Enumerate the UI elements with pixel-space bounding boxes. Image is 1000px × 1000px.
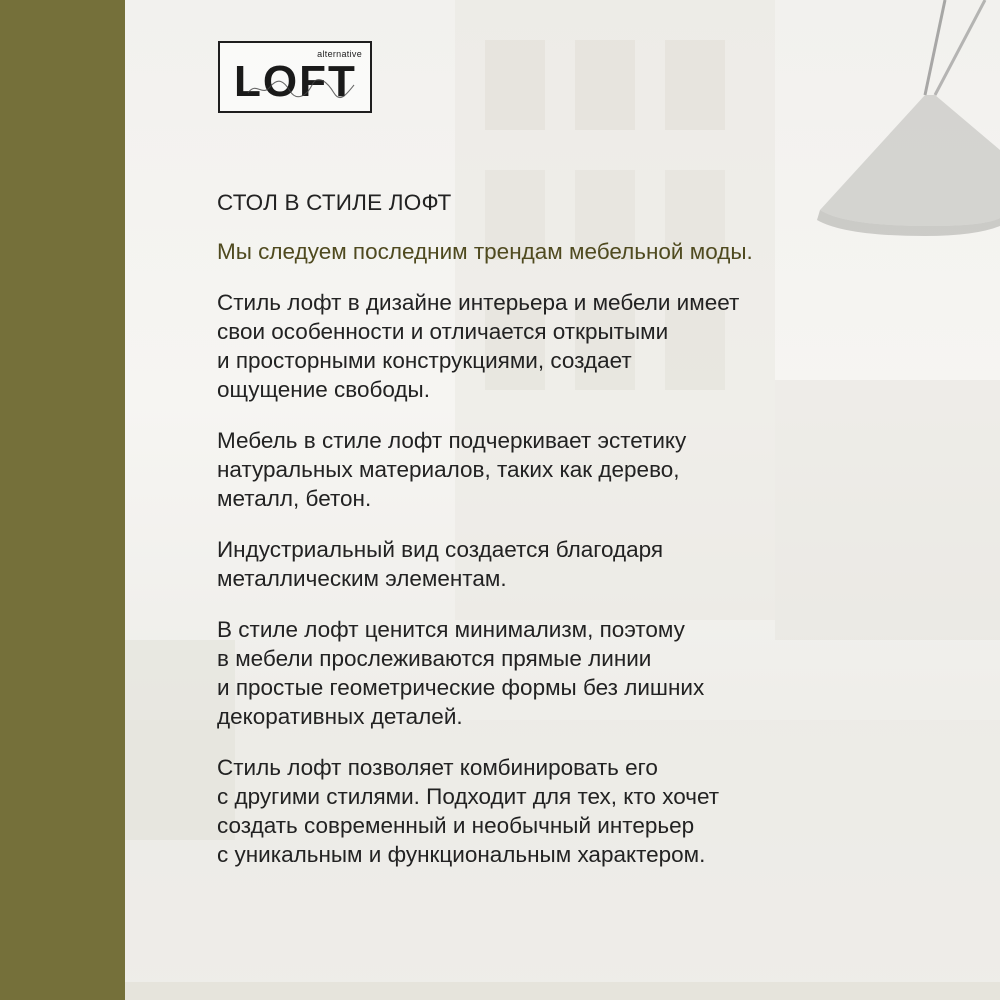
text-line: Стиль лофт в дизайне интерьера и мебели имеет	[217, 290, 740, 315]
paragraph-minimalism	[217, 615, 857, 731]
text-line: и простые геометрические формы без лишних	[217, 675, 705, 700]
logo-wordmark: LOFT	[234, 57, 357, 106]
text-line: Индустриальный вид создается благодаря	[217, 537, 664, 562]
paragraph-loft-style	[217, 288, 857, 404]
description-text	[217, 188, 857, 891]
paragraph-industrial	[217, 535, 857, 593]
text-line: натуральных материалов, таких как дерево,	[217, 457, 680, 482]
paragraph-materials	[217, 426, 857, 513]
text-line: В стиле лофт ценится минимализм, поэтому	[217, 617, 685, 642]
logo-tagline: alternative	[317, 49, 362, 59]
paragraph-combination	[217, 753, 857, 869]
text-line: в мебели прослеживаются прямые линии	[217, 646, 652, 671]
page-title: СТОЛ В СТИЛЕ ЛОФТ	[217, 190, 452, 215]
text-line: металлическим элементам.	[217, 566, 507, 591]
olive-side-stripe	[0, 0, 125, 1000]
text-line: свои особенности и отличается открытыми	[217, 319, 669, 344]
lead-sentence: Мы следуем последним трендам мебельной моды.	[217, 239, 753, 264]
text-line: Стиль лофт позволяет комбинировать его	[217, 755, 658, 780]
text-line: создать современный и необычный интерьер	[217, 813, 695, 838]
text-line: металл, бетон.	[217, 486, 372, 511]
logo-script-flourish	[246, 77, 356, 101]
text-line: с другими стилями. Подходит для тех, кто хочет	[217, 784, 720, 809]
brand-logo	[218, 41, 372, 113]
text-line: декоративных деталей.	[217, 704, 463, 729]
text-line: с уникальным и функциональным характером.	[217, 842, 706, 867]
text-line: ощущение свободы.	[217, 377, 430, 402]
text-line: Мебель в стиле лофт подчеркивает эстетику	[217, 428, 687, 453]
text-line: и просторными конструкциями, создает	[217, 348, 632, 373]
